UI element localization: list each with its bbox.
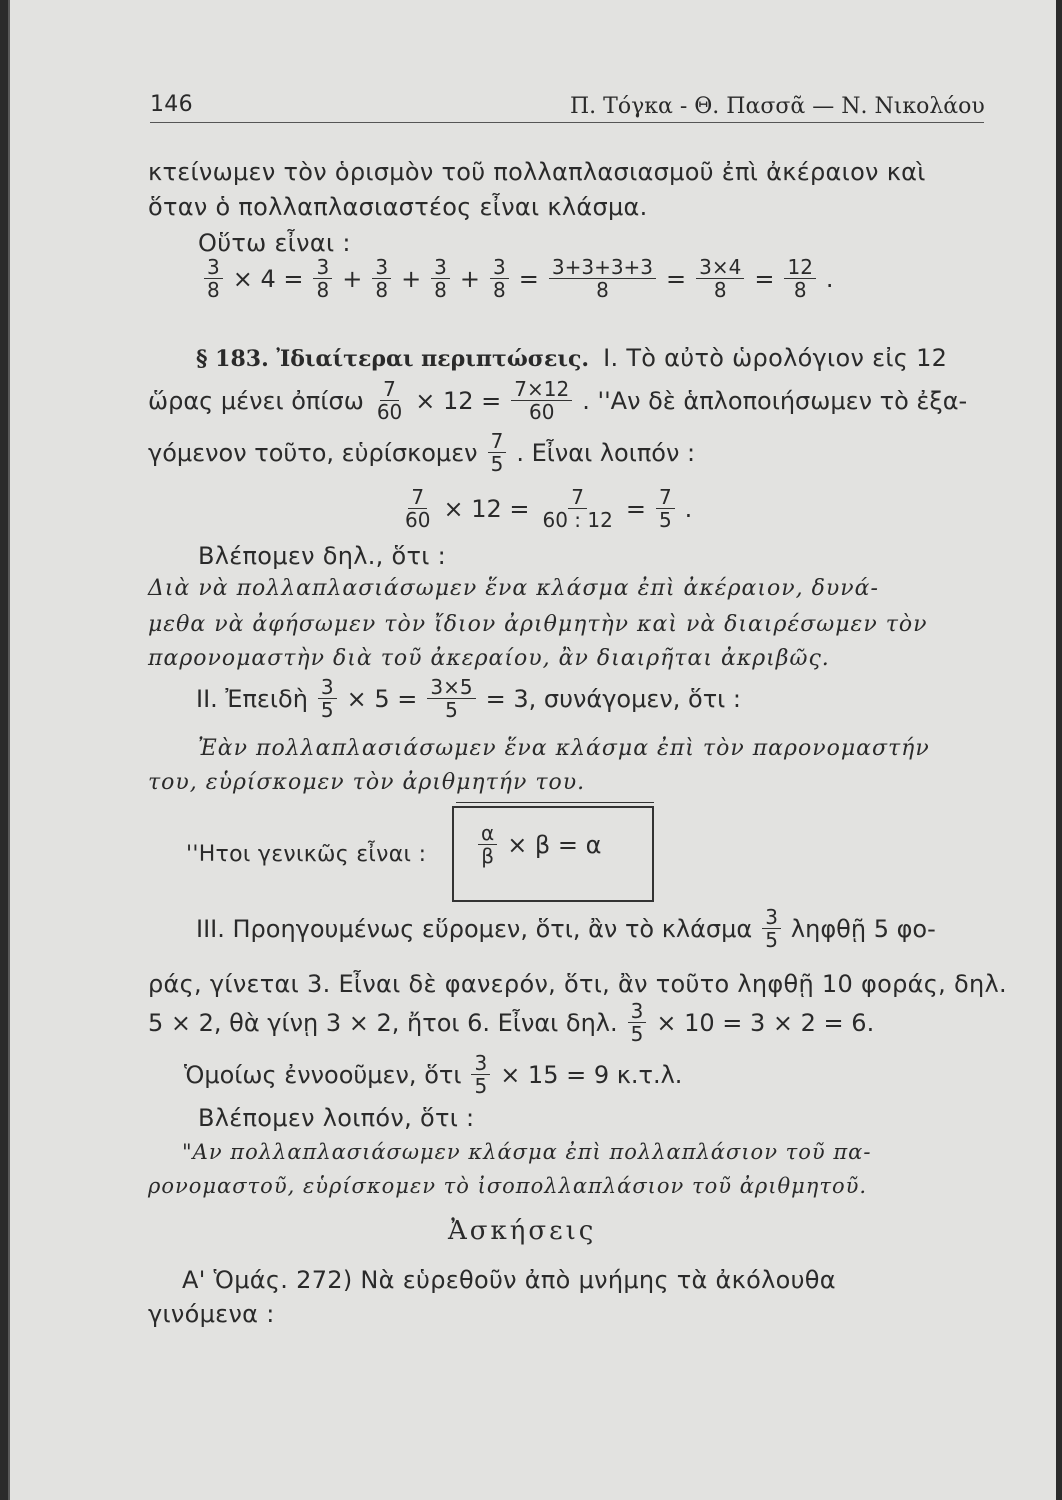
fraction: $\frac{3}{5}$ [628, 1000, 647, 1045]
running-header: Π. Τόγκα - Θ. Πασσᾶ — Ν. Νικολάου [570, 94, 985, 119]
fraction: $\frac{3}{8}$ [204, 256, 223, 301]
part-3-lead: Βλέπομεν λοιπόν, ὅτι : [198, 1104, 475, 1132]
fraction: $\frac{3}{8}$ [490, 256, 509, 301]
rule-1-line-1: Διὰ νὰ πολλαπλασιάσωμεν ἕνα κλάσμα ἐπὶ ἀκέραιον, δυνά- [148, 576, 879, 601]
equation-1: $\frac{3}{8}$ × 4 = $\frac{3}{8}$ + $\frac{3}{8}$ + $\frac{3}{8}$ + $\frac{3}{8}$ = $\frac{3+3+3+3}{8}$ = $\frac{3\times 4}{8}$ = $\frac{12}{8}$ . [200, 256, 834, 301]
fraction: $\frac{3}{8}$ [431, 256, 450, 301]
intro-line-2: ὅταν ὁ πολλαπλασιαστέος εἶναι κλάσμα. [148, 193, 648, 221]
part-3-line-3: 5 × 2, θὰ γίνῃ 3 × 2, ἤτοι 6. Εἶναι δηλ. $\frac{3}{5}$ × 10 = 3 × 2 = 6. [148, 999, 875, 1046]
fraction: $\frac{3}{8}$ [372, 256, 391, 301]
equation-2: $\frac{7}{60}$ × 12 = $\frac{7}{60 : 12}$ = $\frac{7}{5}$ . [398, 486, 692, 531]
intro-line-3: Οὕτω εἶναι : [198, 229, 351, 257]
exercises-title: Ἀσκήσεις [448, 1216, 597, 1246]
part-2-rule-line-2: του, εὑρίσκομεν τὸν ἀριθμητήν του. [148, 770, 586, 795]
book-page [8, 0, 1056, 1500]
rule-1-line-3: παρονομαστὴν διὰ τοῦ ἀκεραίου, ἂν διαιρῆται ἀκριβῶς. [148, 646, 830, 671]
part-3-line-4: Ὁμοίως ἐννοοῦμεν, ὅτι $\frac{3}{5}$ × 15 = 9 κ.τ.λ. [184, 1051, 683, 1098]
fraction: $\frac{7}{60}$ [405, 485, 431, 532]
fraction: $\frac{7\times 12}{60}$ [511, 378, 572, 423]
part-2-line: II. Ἐπειδὴ $\frac{3}{5}$ × 5 = $\frac{3\times 5}{5}$ = 3, συνάγομεν, ὅτι : [196, 675, 741, 722]
header-rule [150, 122, 984, 123]
fraction: $\frac{7}{5}$ [488, 430, 507, 475]
part-3-line-2: ράς, γίνεται 3. Εἶναι δὲ φανερόν, ὅτι, ἂν τοῦτο ληφθῇ 10 φοράς, δηλ. [148, 970, 1007, 998]
fraction: $\frac{3}{5}$ [762, 906, 781, 951]
rule-1-line-2: μεθα νὰ ἀφήσωμεν τὸν ἴδιον ἀριθμητὴν καὶ νὰ διαιρέσωμεν τὸν [148, 612, 928, 637]
section-title: § 183. Ἰδιαίτεραι περιπτώσεις. [196, 346, 590, 372]
fraction: $\frac{7}{5}$ [656, 486, 675, 531]
boxed-formula: $\frac{\alpha}{\beta}$ × β = α [474, 822, 601, 867]
fraction: $\frac{3\times 5}{5}$ [427, 676, 475, 721]
general-lead: ''Ητοι γενικῶς εἶναι : [186, 842, 427, 867]
section-line-3: γόμενον τοῦτο, εὑρίσκομεν $\frac{7}{5}$ . Εἶναι λοιπόν : [148, 429, 696, 476]
fraction: $\frac{3}{5}$ [318, 676, 337, 721]
part-3-rule-line-2: ρονομαστοῦ, εὑρίσκομεν τὸ ἰσοπολλαπλάσιον τοῦ ἀριθμητοῦ. [148, 1174, 868, 1198]
fraction: $\frac{3}{8}$ [313, 256, 332, 301]
fraction: $\frac{7}{60 : 12}$ [542, 485, 613, 532]
part-2-rule-line-1: Ἐὰν πολλαπλασιάσωμεν ἕνα κλάσμα ἐπὶ τὸν παρονομαστήν [198, 736, 930, 761]
fraction: $\frac{3}{5}$ [471, 1052, 490, 1097]
fraction: $\frac{3+3+3+3}{8}$ [549, 256, 656, 301]
intro-line-1: κτείνωμεν τὸν ὁρισμὸν τοῦ πολλαπλασιασμοῦ ἐπὶ ἀκέραιον καὶ [148, 158, 926, 186]
rule-1-lead: Βλέπομεν δηλ., ὅτι : [198, 542, 447, 570]
fraction: $\frac{\alpha}{\beta}$ [478, 822, 497, 867]
page-number: 146 [150, 92, 193, 117]
fraction: $\frac{7}{60}$ [376, 377, 403, 424]
part-3-line-1: III. Προηγουμένως εὕρομεν, ὅτι, ἂν τὸ κλάσμα $\frac{3}{5}$ ληφθῇ 5 φο- [196, 905, 936, 952]
section-183-heading: § 183. Ἰδιαίτεραι περιπτώσεις. I. Τὸ αὐτὸ ὡρολόγιον εἰς 12 [196, 344, 948, 372]
exercises-line-2: γινόμενα : [148, 1300, 275, 1328]
exercises-line-1: Α' Ὁμάς. 272) Νὰ εὑρεθοῦν ἀπὸ μνήμης τὰ ἀκόλουθα [182, 1266, 836, 1294]
part-3-rule-line-1: "Αν πολλαπλασιάσωμεν κλάσμα ἐπὶ πολλαπλάσιον τοῦ πα- [182, 1140, 872, 1164]
fraction: $\frac{12}{8}$ [784, 256, 815, 301]
section-line-2: ὥρας μένει ὀπίσω $\frac{7}{60}$ × 12 = $\frac{7\times 12}{60}$ . ''Αν δὲ ἁπλοποιήσωμεν τὸ ἐξα- [148, 377, 968, 424]
formula-box [452, 806, 654, 902]
fraction: $\frac{3\times 4}{8}$ [696, 256, 744, 301]
